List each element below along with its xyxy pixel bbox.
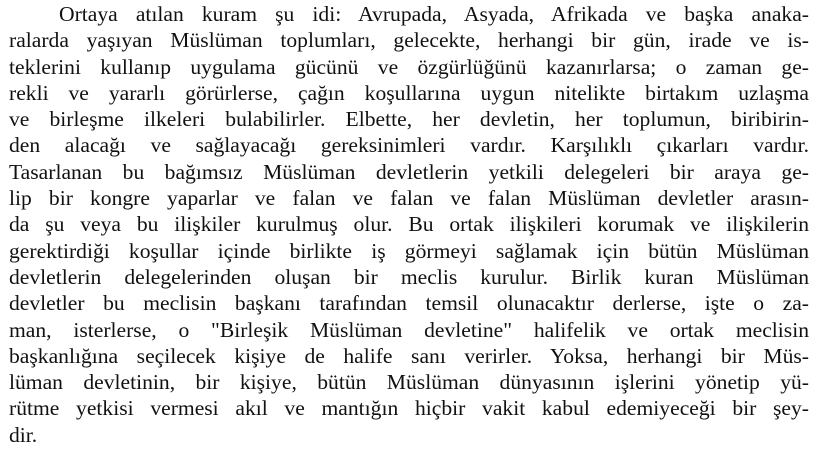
paragraph-line: da şu veya bu ilişkiler kurulmuş olur. Bu ortak ilişkileri korumak ve ilişkilerin (9, 212, 809, 237)
paragraph (9, 1, 809, 448)
paragraph-line: lüman devletinin, bir kişiye, bütün Müslüman dünyasının işlerini yönetip yü- (9, 370, 809, 395)
paragraph-line: Tasarlanan bu bağımsız Müslüman devletlerin yetkili delegeleri bir araya ge- (9, 159, 809, 184)
paragraph-line: lip bir kongre yaparlar ve falan ve falan ve falan Müslüman devletler arasın- (9, 186, 809, 211)
paragraph-line: başkanlığına seçilecek kişiye de halife sanı verirler. Yoksa, herhangi bir Müs- (9, 343, 809, 368)
paragraph-line: rütme yetkisi vermesi akıl ve mantığın hiçbir vakit kabul edemiyeceği bir şey- (9, 396, 809, 421)
paragraph-line: man, isterlerse, o "Birleşik Müslüman devletine" halifelik ve ortak meclisin (9, 317, 809, 342)
paragraph-line: dir. (9, 422, 38, 447)
paragraph-line: teklerini kullanıp uygulama gücünü ve özgürlüğünü kazanırlarsa; o zaman ge- (9, 54, 809, 79)
paragraph-line: devletlerin delegelerinden oluşan bir meclis kurulur. Birlik kuran Müslüman (9, 264, 809, 289)
paragraph-line: ve birleşme ilkeleri bulabilirler. Elbette, her devletin, her toplumun, biribirin- (9, 107, 809, 132)
paragraph-line: Ortaya atılan kuram şu idi: Avrupada, Asyada, Afrikada ve başka anaka- (59, 2, 809, 26)
paragraph-line: gerektirdiği koşullar içinde birlikte iş görmeyi sağlamak için bütün Müslüman (9, 238, 809, 263)
paragraph-line: den alacağı ve sağlayacağı gereksinimleri vardır. Karşılıklı çıkarları vardır. (9, 133, 809, 158)
paragraph-line: devletler bu meclisin başkanı tarafından temsil olunacaktır derlerse, işte o za- (9, 291, 809, 316)
paragraph-line: ralarda yaşıyan Müslüman toplumları, gelecekte, herhangi bir gün, irade ve is- (9, 28, 809, 53)
paragraph-line: rekli ve yararlı görürlerse, çağın koşullarına uygun nitelikte birtakım uzlaşma (9, 80, 809, 105)
